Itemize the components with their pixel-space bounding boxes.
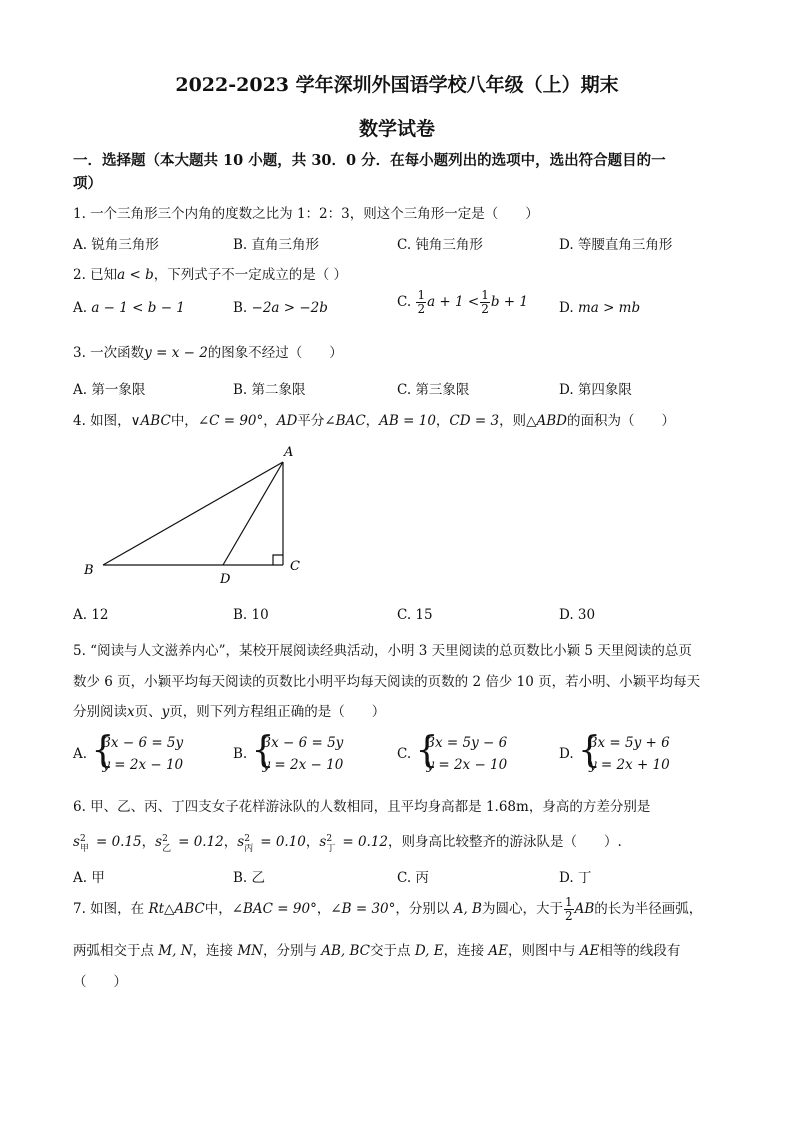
q6-ss1 bbox=[79, 833, 89, 854]
q2-option-a bbox=[73, 300, 185, 316]
q2-b-label: B. bbox=[233, 300, 248, 316]
q6-option-a: A. 甲 bbox=[73, 870, 105, 886]
q7-p2: 中， bbox=[204, 901, 232, 917]
q6-tail: ，则身高比较整齐的游泳队是（ ）. bbox=[388, 834, 622, 850]
fig-label-c: C bbox=[290, 559, 300, 574]
q7-p1: 7. 如图，在 bbox=[73, 901, 149, 917]
exam-title: 2022-2023 学年深圳外国语学校八年级（上）期末 bbox=[175, 74, 619, 96]
q7-l2-p2: ，分别与 bbox=[262, 943, 322, 959]
q1-option-d: D. 等腰直角三角形 bbox=[559, 237, 673, 253]
q6-sub3: 丙 bbox=[244, 844, 254, 854]
q1-stem: 1. 一个三角形三个内角的度数之比为 1：2：3，则这个三角形一定是（ ） bbox=[73, 206, 539, 222]
q6-option-c: C. 丙 bbox=[397, 870, 429, 886]
q7-l2-e4: D, E bbox=[414, 943, 444, 959]
q2-b-expr: −2a > −2b bbox=[251, 300, 328, 316]
q7-l2-p3: 交于点 bbox=[370, 943, 415, 959]
q6-sub1: 甲 bbox=[79, 844, 89, 854]
q3-option-a: A. 第一象限 bbox=[73, 382, 146, 398]
q2-stem-pre: 2. 已知 bbox=[73, 267, 118, 283]
q6-sub4: 丁 bbox=[326, 844, 336, 854]
q6-s2: s bbox=[155, 834, 163, 850]
q5-a-eq1: 3x − 6 = 5y bbox=[102, 735, 184, 751]
q2-stem bbox=[73, 263, 347, 283]
q2-c-frac2-num: 1 bbox=[481, 288, 489, 302]
q7-l2-p1: ，连接 bbox=[192, 943, 238, 959]
q5-a-label: A. bbox=[73, 746, 88, 762]
q4-text-1: 4. 如图， bbox=[73, 413, 131, 429]
q3-stem bbox=[73, 341, 343, 361]
q5-option-d bbox=[559, 732, 670, 776]
q7-line1 bbox=[73, 896, 702, 923]
q7-p3: ， bbox=[316, 901, 331, 917]
q6-sup1: 2 bbox=[79, 833, 86, 844]
q5-line2: 数少 6 页，小颖平均每天阅读的页数比小明平均每天阅读的页数的 2 倍少 10 页，若小明、小颖平均每天 bbox=[73, 674, 701, 690]
q7-p5: 为圆心，大于 bbox=[481, 901, 563, 917]
q6-sup3: 2 bbox=[244, 833, 250, 844]
q2-d-expr: ma > mb bbox=[577, 300, 641, 316]
q4-text-5: ， bbox=[365, 413, 380, 429]
q6-line1: 6. 甲、乙、丙、丁四支女子花样游泳队的人数相同，且平均身高都是 1.68m，身高的方差分别是 bbox=[73, 799, 651, 815]
q2-option-b bbox=[233, 300, 328, 316]
q5-a-brace: { bbox=[91, 730, 115, 771]
q2-stem-expr: a < b bbox=[117, 267, 154, 283]
q7-p4: ，分别以 bbox=[395, 901, 454, 917]
q5-option-a bbox=[73, 732, 183, 776]
q1-option-c: C. 钝角三角形 bbox=[397, 237, 483, 253]
q6-option-d: D. 丁 bbox=[559, 870, 592, 886]
q2-c-frac2 bbox=[480, 289, 490, 316]
q5-d-system bbox=[578, 732, 670, 776]
q5-line3 bbox=[73, 700, 385, 720]
q7-l2-p5: ，则图中与 bbox=[508, 943, 580, 959]
q6-sup2: 2 bbox=[162, 833, 168, 844]
q7-p6: 的长为半径画弧， bbox=[594, 901, 703, 917]
q2-c-frac1-num: 1 bbox=[417, 288, 426, 302]
q5-line3-mid: 页、 bbox=[134, 704, 162, 720]
q3-stem-expr: y = x − 2 bbox=[144, 345, 208, 361]
q6-s1: s bbox=[73, 834, 80, 850]
q1-option-b: B. 直角三角形 bbox=[233, 237, 320, 253]
q5-c-eq2: y = 2x − 10 bbox=[426, 757, 508, 773]
q5-b-brace: { bbox=[251, 730, 275, 771]
q6-sub2: 乙 bbox=[162, 844, 172, 854]
q7-e5: AB bbox=[574, 901, 595, 917]
fig-line-ad bbox=[223, 462, 283, 565]
q7-line2 bbox=[73, 939, 680, 959]
q3-option-b: B. 第二象限 bbox=[233, 382, 306, 398]
q5-d-eq2: y = 2x + 10 bbox=[588, 757, 670, 773]
q2-c-label: C. bbox=[397, 294, 412, 310]
q7-e1: Rt△ABC bbox=[148, 901, 205, 917]
q5-c-eq1: 3x = 5y − 6 bbox=[426, 735, 508, 751]
q5-d-brace: { bbox=[577, 730, 601, 771]
q3-stem-post: 的图象不经过（ ） bbox=[207, 345, 343, 361]
q2-option-c bbox=[397, 289, 528, 316]
q7-frac-den: 2 bbox=[564, 909, 573, 923]
fig-label-a: A bbox=[284, 445, 294, 460]
q5-b-system bbox=[252, 732, 344, 776]
q4-expr-2: ∠C = 90° bbox=[197, 413, 264, 429]
exam-subtitle: 数学试卷 bbox=[358, 118, 435, 140]
q5-option-b bbox=[233, 732, 343, 776]
q5-d-eq1: 3x = 5y + 6 bbox=[588, 735, 670, 751]
q3-option-c: C. 第三象限 bbox=[397, 382, 470, 398]
q6-option-b: B. 乙 bbox=[233, 870, 266, 886]
q4-text-2: 中， bbox=[170, 413, 198, 429]
q1-option-a: A. 锐角三角形 bbox=[73, 237, 159, 253]
q6-ss4 bbox=[326, 833, 336, 854]
q4-text-3: ， bbox=[263, 413, 277, 429]
q5-line3-post: 页，则下列方程组正确的是（ ） bbox=[169, 704, 386, 720]
q7-line3: （ ） bbox=[73, 974, 127, 990]
q2-c-mid: a + 1 < bbox=[427, 294, 480, 310]
q4-expr-1: ∨ABC bbox=[130, 413, 171, 429]
q6-v2: = 0.12 bbox=[173, 834, 224, 850]
q6-sep3: ， bbox=[305, 834, 320, 850]
q5-b-label: B. bbox=[233, 746, 248, 762]
q4-expr-4: ∠BAC bbox=[324, 413, 366, 429]
q2-c-frac2-den: 2 bbox=[481, 302, 489, 316]
q7-e4: A, B bbox=[453, 901, 482, 917]
q2-a-expr: a − 1 < b − 1 bbox=[91, 300, 185, 316]
q6-line2 bbox=[73, 830, 622, 854]
q7-l2-e3: AB, BC bbox=[321, 943, 371, 959]
q5-d-label: D. bbox=[559, 746, 574, 762]
q5-c-system bbox=[415, 732, 507, 776]
q5-a-system bbox=[91, 732, 183, 776]
fig-line-ba bbox=[103, 462, 283, 565]
q7-frac-num: 1 bbox=[564, 895, 573, 909]
q7-l2-e2: MN bbox=[237, 943, 263, 959]
q6-s4: s bbox=[319, 834, 327, 850]
q2-option-d bbox=[559, 300, 640, 316]
q4-text-4: 平分 bbox=[297, 413, 325, 429]
q7-e3: ∠B = 30° bbox=[330, 901, 396, 917]
q6-v1: = 0.15 bbox=[91, 834, 142, 850]
q5-c-brace: { bbox=[415, 730, 439, 771]
q4-option-c: C. 15 bbox=[397, 607, 433, 623]
q7-l2-e6: AE bbox=[579, 943, 600, 959]
q6-sep2: ， bbox=[223, 834, 238, 850]
q4-text-8: 的面积为（ ） bbox=[566, 413, 675, 429]
q6-s3: s bbox=[237, 834, 245, 850]
q5-option-c bbox=[397, 732, 507, 776]
q2-c-end: b + 1 bbox=[490, 294, 528, 310]
q5-a-eq2: y = 2x − 10 bbox=[102, 757, 184, 773]
q4-text-7: ，则 bbox=[499, 413, 527, 429]
q7-frac bbox=[564, 896, 574, 923]
q7-l2-p6: 相等的线段有 bbox=[599, 943, 681, 959]
q6-v3: = 0.10 bbox=[255, 834, 306, 850]
q5-var-y: y bbox=[161, 704, 170, 720]
q6-v4: = 0.12 bbox=[338, 834, 388, 850]
q2-d-label: D. bbox=[559, 300, 574, 316]
q4-text-6: ， bbox=[435, 413, 450, 429]
q3-stem-pre: 3. 一次函数 bbox=[73, 345, 145, 361]
q6-sup4: 2 bbox=[326, 833, 333, 844]
q5-line3-pre: 分别阅读 bbox=[73, 704, 127, 720]
q5-var-x: x bbox=[127, 704, 135, 720]
q4-expr-5: AB = 10 bbox=[379, 413, 436, 429]
q2-c-frac1 bbox=[416, 289, 426, 316]
fig-label-d: D bbox=[220, 572, 231, 587]
q6-ss3 bbox=[244, 833, 254, 854]
q6-ss2 bbox=[162, 833, 172, 854]
q4-stem bbox=[73, 409, 675, 429]
q7-l2-p4: ，连接 bbox=[443, 943, 489, 959]
q4-triangle-figure bbox=[70, 440, 330, 590]
q5-b-eq1: 3x − 6 = 5y bbox=[262, 735, 344, 751]
section-heading-line1: 一．选择题（本大题共 10 小题，共 30．0 分．在每小题列出的选项中，选出符合题目的一 bbox=[73, 152, 666, 169]
q5-b-eq2: y = 2x − 10 bbox=[262, 757, 344, 773]
q4-expr-3: AD bbox=[276, 413, 298, 429]
fig-right-angle-mark bbox=[273, 555, 283, 565]
q5-line1: 5. “阅读与人文滋养内心”，某校开展阅读经典活动，小明 3 天里阅读的总页数比小颖 5 天里阅读的总页 bbox=[73, 643, 692, 659]
q4-option-b: B. 10 bbox=[233, 607, 269, 623]
fig-label-b: B bbox=[84, 563, 94, 578]
q4-option-d: D. 30 bbox=[559, 607, 596, 623]
q2-a-label: A. bbox=[73, 300, 88, 316]
q7-e2: ∠BAC = 90° bbox=[231, 901, 317, 917]
q5-c-label: C. bbox=[397, 746, 412, 762]
q4-option-a: A. 12 bbox=[73, 607, 109, 623]
q7-l2-e5: AE bbox=[488, 943, 508, 959]
section-heading-line2: 项） bbox=[73, 175, 102, 192]
q4-expr-6: CD = 3 bbox=[449, 413, 500, 429]
q7-l2-pre: 两弧相交于点 bbox=[73, 943, 159, 959]
q2-stem-post: ，下列式子不一定成立的是（ ） bbox=[153, 267, 348, 283]
q3-option-d: D. 第四象限 bbox=[559, 382, 632, 398]
q7-l2-e1: M, N bbox=[158, 943, 193, 959]
q2-c-frac1-den: 2 bbox=[417, 302, 426, 316]
q6-sep1: ， bbox=[141, 834, 156, 850]
q4-expr-7: △ABD bbox=[526, 413, 567, 429]
